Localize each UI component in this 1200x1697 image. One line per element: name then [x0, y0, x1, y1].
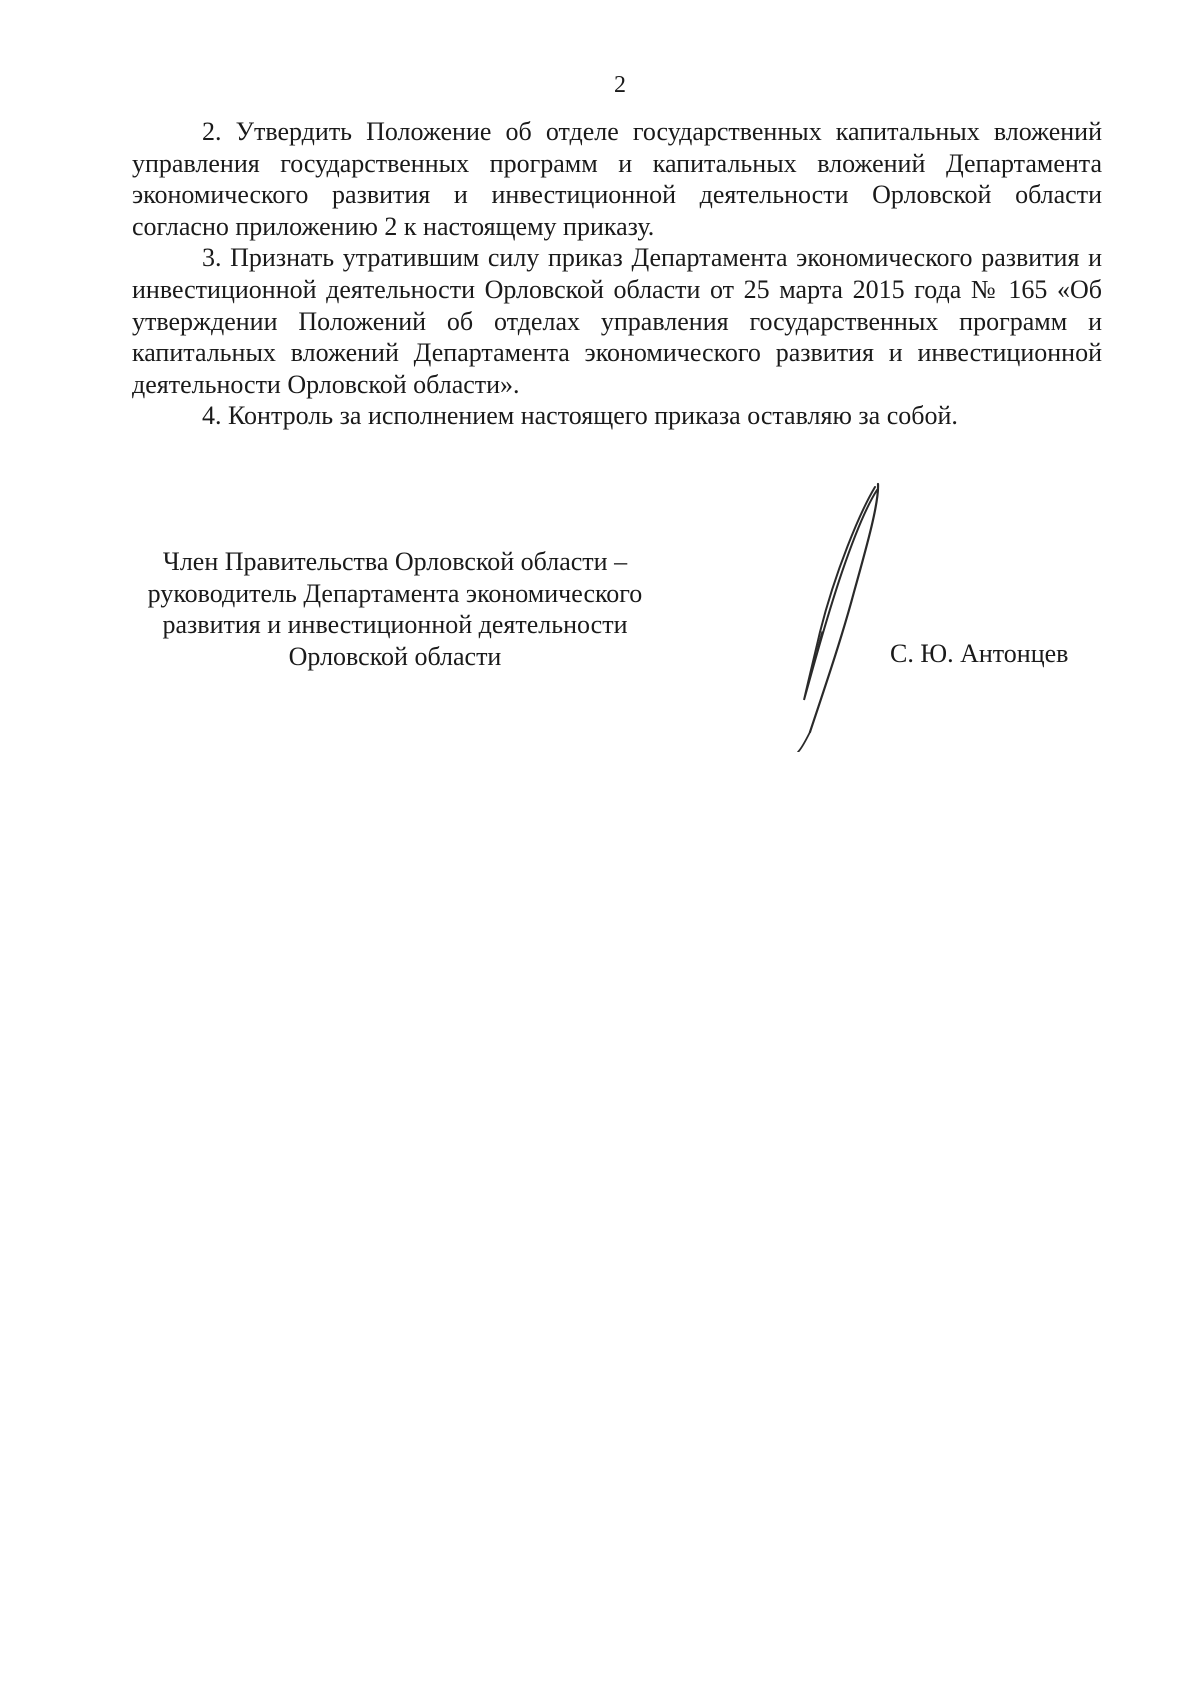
handwritten-signature — [780, 482, 890, 752]
signatory-position-line: руководитель Департамента экономического — [147, 578, 643, 608]
paragraph-4: 4. Контроль за исполнением настоящего приказа оставляю за собой. — [202, 401, 958, 431]
page-number: 2 — [614, 72, 626, 98]
signatory-position-line: Член Правительства Орловской области – — [162, 547, 628, 576]
signatory-position — [115, 546, 675, 672]
document-body — [132, 116, 1102, 432]
signatory-position-line: Орловской области — [288, 641, 502, 671]
signer-name: С. Ю. Антонцев — [890, 639, 1069, 668]
signature-stroke — [810, 484, 878, 732]
signature-stroke — [804, 487, 877, 700]
paragraph-3: 3. Признать утратившим силу приказ Департамента экономического развития и инвестиционной деятельности Орловской области от 25 марта 2015 года № 165 «Об утверждении Положений об отделах управления государственных программ и капитальных вложений Департамента экономического развития и инвестиционной деятельности Орловской области». — [132, 243, 1102, 399]
paragraph-2: 2. Утвердить Положение об отделе государственных капитальных вложений управления государственных программ и капитальных вложений Департамента экономического развития и инвестиционной деятельности Орловской области согласно приложению 2 к настоящему приказу. — [132, 117, 1102, 241]
signatory-position-line: развития и инвестиционной деятельности — [162, 610, 628, 639]
signature-stroke — [798, 732, 810, 752]
